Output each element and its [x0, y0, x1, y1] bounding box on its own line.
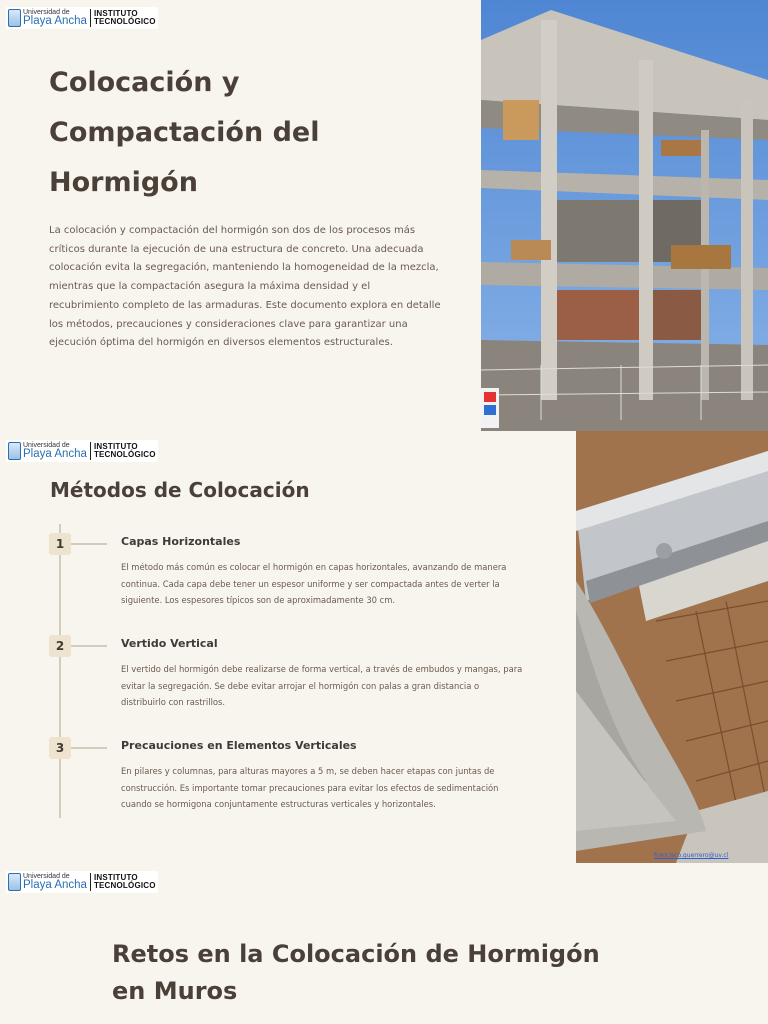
photo-credit-link[interactable]: francisco.guerrero@uv.cl	[654, 852, 729, 859]
step-number-badge: 3	[49, 737, 71, 759]
step-connector	[71, 747, 107, 749]
institute-name: INSTITUTO TECNOLÓGICO	[93, 442, 156, 459]
slide3-title: Retos en la Colocación de Hormigón en Muros	[112, 940, 600, 1005]
step-heading: Precauciones en Elementos Verticales	[121, 739, 357, 752]
university-name: Universidad de Playa Ancha	[23, 873, 91, 892]
university-name: Universidad de Playa Ancha	[23, 9, 91, 28]
step-text: El vertido del hormigón debe realizarse de forma vertical, a través de embudos y mangas, para evitar la segregación. Se debe evitar arrojar el hormigón con palas a gran distancia o distribuirlo con rastrillos.	[121, 664, 523, 707]
logo	[6, 7, 158, 29]
building-structure-photo	[481, 0, 768, 431]
logo	[6, 440, 158, 462]
slide1-title: Colocación y Compactación del Hormigón	[49, 67, 320, 198]
institute-name: INSTITUTO TECNOLÓGICO	[93, 9, 156, 26]
step-heading: Capas Horizontales	[121, 535, 241, 548]
university-name: Universidad de Playa Ancha	[23, 442, 91, 461]
step-number-badge: 2	[49, 635, 71, 657]
university-crest-icon	[8, 9, 21, 27]
step-text: En pilares y columnas, para alturas mayores a 5 m, se deben hacer etapas con juntas de construcción. Es importante tomar precauciones para evitar los efectos de sedimentación cuando se hormigona conjuntamente estructuras verticales y horizontales.	[121, 766, 499, 809]
institute-name: INSTITUTO TECNOLÓGICO	[93, 873, 156, 890]
step-connector	[71, 645, 107, 647]
logo	[6, 871, 158, 893]
university-crest-icon	[8, 442, 21, 460]
step-connector	[71, 543, 107, 545]
timeline-line	[59, 524, 61, 818]
slide2-title: Métodos de Colocación	[50, 478, 310, 502]
concrete-pour-photo	[576, 431, 768, 863]
step-text: El método más común es colocar el hormigón en capas horizontales, avanzando de manera continua. Cada capa debe tener un espesor uniforme y ser compactada antes de verter la siguiente. Los espesores típicos son de aproximadamente 30 cm.	[121, 562, 507, 605]
slide1-body: La colocación y compactación del hormigón son dos de los procesos más críticos durante la ejecución de una estructura de concreto. Una adecuada colocación evita la segregación, manteniendo la homogeneidad de la mezcla, mientras que la compactación asegura la máxima densidad y el recubrimiento completo de las armaduras. Este documento explora en detalle los métodos, precauciones y consideraciones clave para garantizar una ejecución óptima del hormigón en diversos elementos estructurales.	[49, 225, 441, 349]
university-crest-icon	[8, 873, 21, 891]
step-number-badge: 1	[49, 533, 71, 555]
step-heading: Vertido Vertical	[121, 637, 218, 650]
